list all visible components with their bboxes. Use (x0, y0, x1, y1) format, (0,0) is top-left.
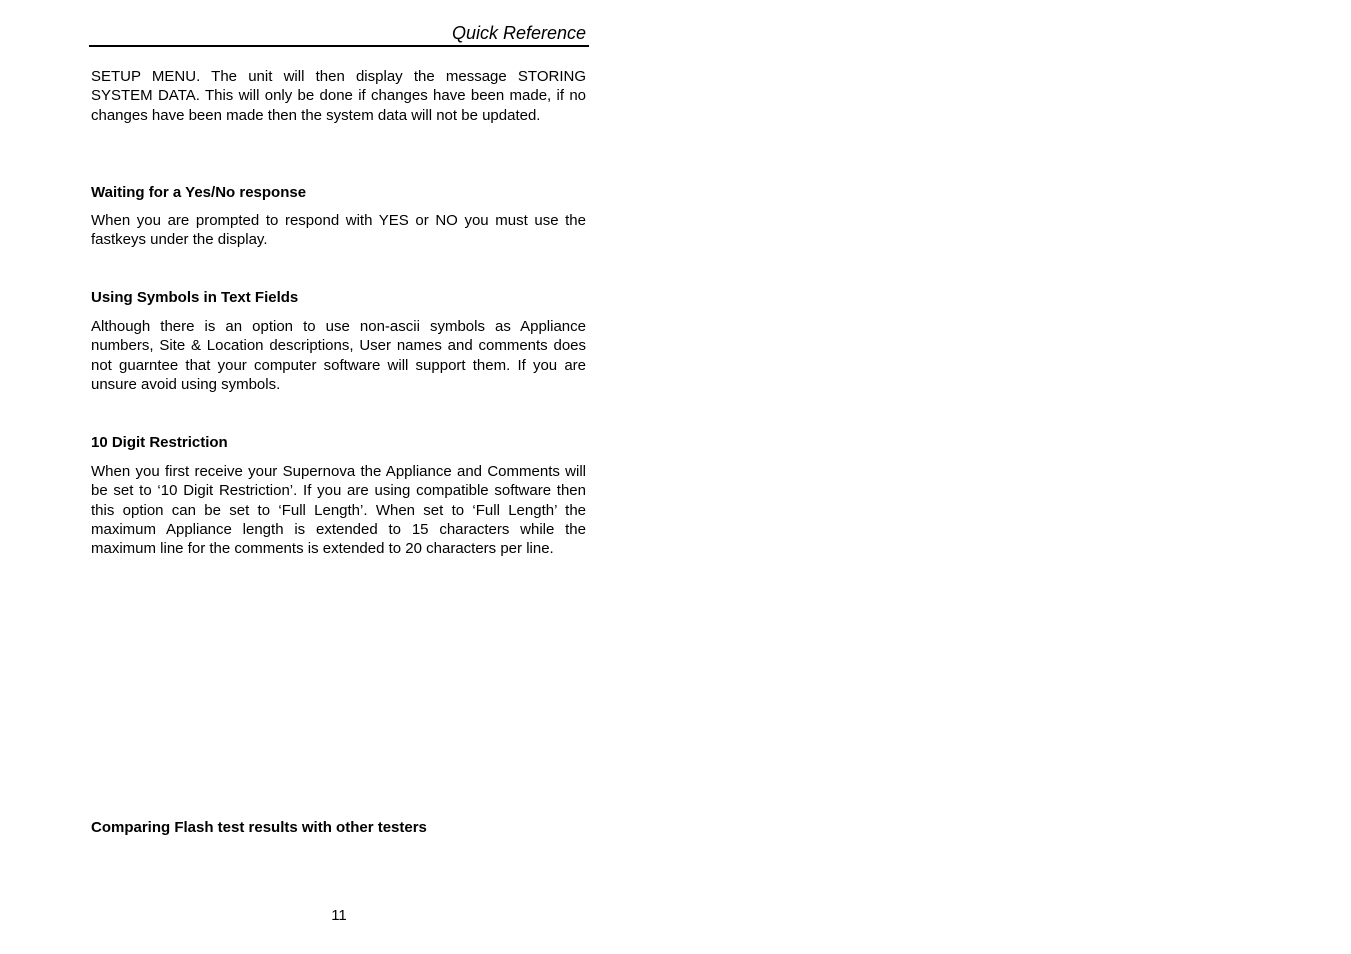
running-header-title: Quick Reference (451, 23, 586, 43)
page-number: 11 (331, 907, 347, 924)
heading-10-digit-restriction: 10 Digit Restriction (91, 434, 228, 451)
setup-menu-paragraph: SETUP MENU. The unit will then display the message STORING SYSTEM DATA. This will only be done if changes have been made, if no changes have been made then the system data will not be updated. (91, 68, 586, 124)
heading-waiting-yes-no: Waiting for a Yes/No response (91, 184, 307, 201)
heading-comparing-flash-test: Comparing Flash test results with other testers (91, 819, 427, 836)
10-digit-restriction-paragraph: When you first receive your Supernova the Appliance and Comments will be set to ‘10 Digit Restriction’. If you are using compatible software then this option can be set to ‘Full Length’. When set to ‘Full Length’ the maximum Appliance length is extended to 15 characters while the maximum line for the comments is extended to 20 characters per line. (91, 463, 586, 558)
waiting-yes-no-paragraph: When you are prompted to respond with YES or NO you must use the fastkeys under the display. (91, 212, 586, 249)
using-symbols-paragraph: Although there is an option to use non-ascii symbols as Appliance numbers, Site & Location descriptions, User names and comments does not guarntee that your computer software will support them. If you are unsure avoid using symbols. (91, 318, 586, 393)
header-rule (89, 45, 589, 47)
heading-using-symbols: Using Symbols in Text Fields (91, 289, 299, 306)
